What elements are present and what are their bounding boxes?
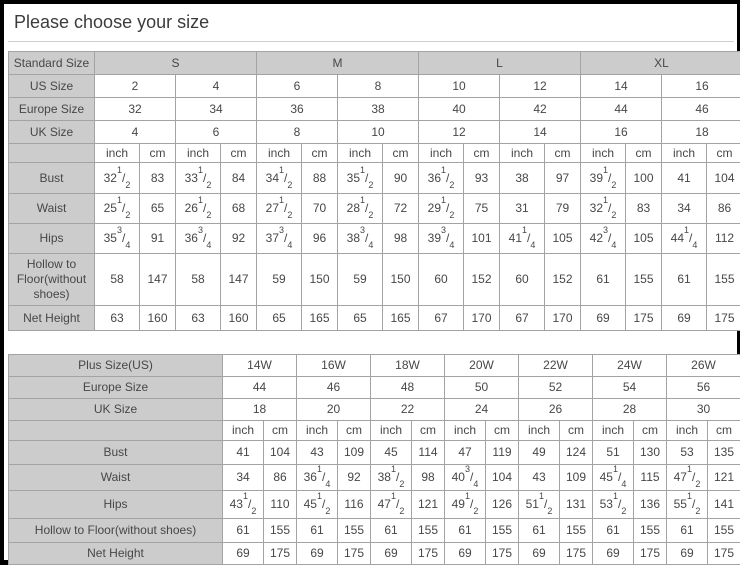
measurement-value-cell: 175 (626, 306, 662, 331)
measurement-value-cell: 114 (412, 441, 445, 465)
size-header-cell: S (95, 52, 257, 75)
table-row (9, 491, 740, 519)
measurement-value-cell: 75 (464, 194, 500, 224)
size-header-cell: M (257, 52, 419, 75)
row-label: Hollow to Floor(without shoes) (9, 519, 223, 543)
measurement-value-cell: 121 (412, 491, 445, 519)
measurement-value-cell: 58 (176, 254, 221, 306)
unit-header-cell: inch (662, 144, 707, 163)
measurement-value-cell: 31 (500, 194, 545, 224)
measurement-value-cell: $42^3/_4$ (581, 224, 626, 254)
row-label: Europe Size (9, 98, 95, 121)
size-value-cell: 12 (419, 121, 500, 144)
row-label: UK Size (9, 399, 223, 421)
size-value-cell: 38 (338, 98, 419, 121)
size-value-cell: 8 (257, 121, 338, 144)
size-value-cell: 18 (223, 399, 297, 421)
measurement-value-cell: 155 (264, 519, 297, 543)
table-row (9, 52, 740, 75)
measurement-value-cell: 115 (634, 465, 667, 491)
row-label: Europe Size (9, 377, 223, 399)
unit-header-cell: cm (412, 421, 445, 441)
size-value-cell: 2 (95, 75, 176, 98)
measurement-value-cell: $55^1/_2$ (667, 491, 708, 519)
measurement-value-cell: 67 (419, 306, 464, 331)
row-label: Bust (9, 441, 223, 465)
measurement-value-cell: 165 (302, 306, 338, 331)
size-value-cell: 32 (95, 98, 176, 121)
measurement-value-cell: 131 (560, 491, 593, 519)
unit-header-cell: inch (445, 421, 486, 441)
measurement-value-cell: 101 (464, 224, 500, 254)
size-value-cell: 50 (445, 377, 519, 399)
size-value-cell: 40 (419, 98, 500, 121)
measurement-value-cell: 175 (560, 543, 593, 565)
size-value-cell: 26 (519, 399, 593, 421)
measurement-value-cell: 175 (412, 543, 445, 565)
measurement-value-cell: 155 (707, 254, 740, 306)
measurement-value-cell: 79 (545, 194, 581, 224)
unit-header-cell: inch (593, 421, 634, 441)
measurement-value-cell: 61 (297, 519, 338, 543)
measurement-value-cell: 61 (519, 519, 560, 543)
measurement-value-cell: 61 (371, 519, 412, 543)
table-row (9, 254, 740, 306)
measurement-value-cell: 49 (519, 441, 560, 465)
size-value-cell: 20 (297, 399, 371, 421)
page-title: Please choose your size (8, 4, 734, 33)
measurement-value-cell: 119 (486, 441, 519, 465)
measurement-value-cell: 61 (223, 519, 264, 543)
measurement-value-cell: $38^3/_4$ (338, 224, 383, 254)
row-label: Hips (9, 491, 223, 519)
measurement-value-cell: $32^1/_2$ (581, 194, 626, 224)
row-label: Plus Size(US) (9, 355, 223, 377)
title-divider (8, 41, 734, 42)
unit-header-cell: inch (581, 144, 626, 163)
measurement-value-cell: 104 (264, 441, 297, 465)
measurement-value-cell: 69 (593, 543, 634, 565)
measurement-value-cell: 34 (662, 194, 707, 224)
measurement-value-cell: 38 (500, 163, 545, 194)
measurement-value-cell: 43 (297, 441, 338, 465)
measurement-value-cell: 34 (223, 465, 264, 491)
size-value-cell: 54 (593, 377, 667, 399)
size-value-cell: 42 (500, 98, 581, 121)
size-value-cell: 10 (419, 75, 500, 98)
table-row (9, 399, 740, 421)
measurement-value-cell: 170 (545, 306, 581, 331)
size-value-cell: 22W (519, 355, 593, 377)
size-value-cell: 48 (371, 377, 445, 399)
measurement-value-cell: 65 (338, 306, 383, 331)
standard-size-table-body (9, 52, 740, 331)
measurement-value-cell: 69 (662, 306, 707, 331)
measurement-value-cell: 53 (667, 441, 708, 465)
measurement-value-cell: 141 (708, 491, 740, 519)
measurement-value-cell: 175 (708, 543, 740, 565)
measurement-value-cell: $25^1/_2$ (95, 194, 140, 224)
measurement-value-cell: 116 (338, 491, 371, 519)
measurement-value-cell: 170 (464, 306, 500, 331)
measurement-value-cell: 69 (445, 543, 486, 565)
table-row (9, 224, 740, 254)
measurement-value-cell: 60 (419, 254, 464, 306)
measurement-value-cell: 68 (221, 194, 257, 224)
measurement-value-cell: $40^3/_4$ (445, 465, 486, 491)
measurement-value-cell: 69 (581, 306, 626, 331)
measurement-value-cell: 96 (302, 224, 338, 254)
unit-header-cell: cm (634, 421, 667, 441)
measurement-value-cell: 110 (264, 491, 297, 519)
size-value-cell: 22 (371, 399, 445, 421)
table-row (9, 441, 740, 465)
measurement-value-cell: $45^1/_4$ (593, 465, 634, 491)
page-content (4, 4, 737, 560)
measurement-value-cell: 90 (383, 163, 419, 194)
unit-header-cell: inch (257, 144, 302, 163)
measurement-value-cell: 58 (95, 254, 140, 306)
row-label: Bust (9, 163, 95, 194)
size-value-cell: 6 (176, 121, 257, 144)
measurement-value-cell: $39^3/_4$ (419, 224, 464, 254)
measurement-value-cell: $35^1/_2$ (338, 163, 383, 194)
size-value-cell: 14W (223, 355, 297, 377)
measurement-value-cell: 175 (707, 306, 740, 331)
size-value-cell: 10 (338, 121, 419, 144)
measurement-value-cell: 150 (302, 254, 338, 306)
measurement-value-cell: 59 (257, 254, 302, 306)
measurement-value-cell: $45^1/_2$ (297, 491, 338, 519)
row-label: UK Size (9, 121, 95, 144)
measurement-value-cell: 61 (581, 254, 626, 306)
measurement-value-cell: 121 (708, 465, 740, 491)
unit-row-spacer (9, 421, 223, 441)
measurement-value-cell: 92 (221, 224, 257, 254)
measurement-value-cell: 51 (593, 441, 634, 465)
row-label: Waist (9, 194, 95, 224)
unit-header-cell: inch (371, 421, 412, 441)
measurement-value-cell: 97 (545, 163, 581, 194)
measurement-value-cell: $38^1/_2$ (371, 465, 412, 491)
measurement-value-cell: 147 (140, 254, 176, 306)
measurement-value-cell: 84 (221, 163, 257, 194)
table-row (9, 306, 740, 331)
measurement-value-cell: 175 (338, 543, 371, 565)
measurement-value-cell: $32^1/_2$ (95, 163, 140, 194)
table-row (9, 377, 740, 399)
size-value-cell: 28 (593, 399, 667, 421)
measurement-value-cell: 104 (707, 163, 740, 194)
measurement-value-cell: $47^1/_2$ (667, 465, 708, 491)
size-value-cell: 16 (662, 75, 740, 98)
size-value-cell: 6 (257, 75, 338, 98)
measurement-value-cell: 63 (95, 306, 140, 331)
row-label: Net Height (9, 543, 223, 565)
size-value-cell: 20W (445, 355, 519, 377)
measurement-value-cell: 152 (464, 254, 500, 306)
measurement-value-cell: 41 (223, 441, 264, 465)
size-value-cell: 30 (667, 399, 740, 421)
measurement-value-cell: 100 (626, 163, 662, 194)
measurement-value-cell: 175 (264, 543, 297, 565)
measurement-value-cell: 65 (257, 306, 302, 331)
measurement-value-cell: 130 (634, 441, 667, 465)
table-row (9, 121, 740, 144)
measurement-value-cell: 63 (176, 306, 221, 331)
measurement-value-cell: 91 (140, 224, 176, 254)
plus-size-table-body (9, 355, 740, 565)
measurement-value-cell: $36^3/_4$ (176, 224, 221, 254)
measurement-value-cell: 155 (634, 519, 667, 543)
measurement-value-cell: 175 (634, 543, 667, 565)
measurement-value-cell: 104 (486, 465, 519, 491)
measurement-value-cell: $47^1/_2$ (371, 491, 412, 519)
unit-header-cell: inch (176, 144, 221, 163)
measurement-value-cell: 69 (223, 543, 264, 565)
measurement-value-cell: 152 (545, 254, 581, 306)
size-header-cell: XL (581, 52, 740, 75)
unit-header-cell: cm (486, 421, 519, 441)
measurement-value-cell: 59 (338, 254, 383, 306)
measurement-value-cell: 109 (560, 465, 593, 491)
size-header-cell: L (419, 52, 581, 75)
size-value-cell: 12 (500, 75, 581, 98)
unit-header-cell: inch (95, 144, 140, 163)
unit-header-cell: inch (297, 421, 338, 441)
unit-header-cell: cm (464, 144, 500, 163)
measurement-value-cell: 61 (667, 519, 708, 543)
measurement-value-cell: $43^1/_2$ (223, 491, 264, 519)
measurement-value-cell: 155 (486, 519, 519, 543)
table-row (9, 163, 740, 194)
size-value-cell: 46 (297, 377, 371, 399)
table-row (9, 194, 740, 224)
unit-header-cell: cm (560, 421, 593, 441)
plus-size-table (8, 354, 740, 565)
measurement-value-cell: $33^1/_2$ (176, 163, 221, 194)
unit-header-cell: inch (338, 144, 383, 163)
table-row (9, 543, 740, 565)
measurement-value-cell: 126 (486, 491, 519, 519)
unit-header-cell: cm (383, 144, 419, 163)
table-row (9, 465, 740, 491)
measurement-value-cell: 69 (297, 543, 338, 565)
measurement-value-cell: 105 (626, 224, 662, 254)
row-label: US Size (9, 75, 95, 98)
measurement-value-cell: 109 (338, 441, 371, 465)
unit-header-cell: cm (302, 144, 338, 163)
measurement-value-cell: $28^1/_2$ (338, 194, 383, 224)
measurement-value-cell: $37^3/_4$ (257, 224, 302, 254)
measurement-value-cell: 136 (634, 491, 667, 519)
measurement-value-cell: $41^1/_4$ (500, 224, 545, 254)
measurement-value-cell: 124 (560, 441, 593, 465)
measurement-value-cell: 83 (626, 194, 662, 224)
unit-header-cell: cm (338, 421, 371, 441)
table-row (9, 144, 740, 163)
measurement-value-cell: 61 (662, 254, 707, 306)
standard-size-table (8, 51, 740, 331)
measurement-value-cell: $36^1/_4$ (297, 465, 338, 491)
measurement-value-cell: $51^1/_2$ (519, 491, 560, 519)
measurement-value-cell: 98 (383, 224, 419, 254)
measurement-value-cell: 155 (626, 254, 662, 306)
size-value-cell: 14 (500, 121, 581, 144)
size-value-cell: 52 (519, 377, 593, 399)
size-value-cell: 8 (338, 75, 419, 98)
size-value-cell: 24W (593, 355, 667, 377)
measurement-value-cell: $34^1/_2$ (257, 163, 302, 194)
size-value-cell: 36 (257, 98, 338, 121)
size-value-cell: 56 (667, 377, 740, 399)
measurement-value-cell: $53^1/_2$ (593, 491, 634, 519)
unit-header-cell: cm (707, 144, 740, 163)
measurement-value-cell: 135 (708, 441, 740, 465)
table-row (9, 421, 740, 441)
size-value-cell: 4 (95, 121, 176, 144)
unit-header-cell: inch (500, 144, 545, 163)
measurement-value-cell: 72 (383, 194, 419, 224)
measurement-value-cell: 41 (662, 163, 707, 194)
unit-header-cell: cm (140, 144, 176, 163)
measurement-value-cell: 160 (140, 306, 176, 331)
measurement-value-cell: 105 (545, 224, 581, 254)
size-value-cell: 44 (581, 98, 662, 121)
unit-header-cell: inch (667, 421, 708, 441)
size-value-cell: 14 (581, 75, 662, 98)
measurement-value-cell: 86 (264, 465, 297, 491)
measurement-value-cell: 69 (667, 543, 708, 565)
table-row (9, 519, 740, 543)
unit-header-cell: cm (221, 144, 257, 163)
measurement-value-cell: $49^1/_2$ (445, 491, 486, 519)
measurement-value-cell: 147 (221, 254, 257, 306)
size-group-label: Standard Size (9, 52, 95, 75)
unit-header-cell: cm (545, 144, 581, 163)
measurement-value-cell: 98 (412, 465, 445, 491)
measurement-value-cell: 60 (500, 254, 545, 306)
measurement-value-cell: 61 (593, 519, 634, 543)
measurement-value-cell: 70 (302, 194, 338, 224)
measurement-value-cell: 83 (140, 163, 176, 194)
measurement-value-cell: 155 (412, 519, 445, 543)
row-label: Hips (9, 224, 95, 254)
measurement-value-cell: 175 (486, 543, 519, 565)
measurement-value-cell: $44^1/_4$ (662, 224, 707, 254)
measurement-value-cell: 67 (500, 306, 545, 331)
unit-header-cell: inch (223, 421, 264, 441)
size-value-cell: 18 (662, 121, 740, 144)
measurement-value-cell: 112 (707, 224, 740, 254)
row-label: Waist (9, 465, 223, 491)
measurement-value-cell: $26^1/_2$ (176, 194, 221, 224)
size-value-cell: 34 (176, 98, 257, 121)
size-value-cell: 26W (667, 355, 740, 377)
measurement-value-cell: 155 (560, 519, 593, 543)
measurement-value-cell: 92 (338, 465, 371, 491)
unit-row-spacer (9, 144, 95, 163)
measurement-value-cell: 93 (464, 163, 500, 194)
measurement-value-cell: 65 (140, 194, 176, 224)
measurement-value-cell: 155 (338, 519, 371, 543)
unit-header-cell: cm (626, 144, 662, 163)
measurement-value-cell: $35^3/_4$ (95, 224, 140, 254)
measurement-value-cell: 155 (708, 519, 740, 543)
table-row (9, 355, 740, 377)
measurement-value-cell: 165 (383, 306, 419, 331)
size-value-cell: 24 (445, 399, 519, 421)
measurement-value-cell: 69 (519, 543, 560, 565)
unit-header-cell: cm (264, 421, 297, 441)
table-row (9, 75, 740, 98)
size-value-cell: 46 (662, 98, 740, 121)
measurement-value-cell: 69 (371, 543, 412, 565)
measurement-value-cell: 45 (371, 441, 412, 465)
measurement-value-cell: $27^1/_2$ (257, 194, 302, 224)
measurement-value-cell: $36^1/_2$ (419, 163, 464, 194)
measurement-value-cell: 61 (445, 519, 486, 543)
measurement-value-cell: 150 (383, 254, 419, 306)
size-value-cell: 16 (581, 121, 662, 144)
unit-header-cell: inch (519, 421, 560, 441)
size-value-cell: 4 (176, 75, 257, 98)
measurement-value-cell: 86 (707, 194, 740, 224)
row-label: Net Height (9, 306, 95, 331)
measurement-value-cell: 160 (221, 306, 257, 331)
unit-header-cell: cm (708, 421, 740, 441)
measurement-value-cell: $29^1/_2$ (419, 194, 464, 224)
measurement-value-cell: 88 (302, 163, 338, 194)
table-row (9, 98, 740, 121)
size-value-cell: 44 (223, 377, 297, 399)
row-label: Hollow to Floor(without shoes) (9, 254, 95, 306)
measurement-value-cell: $39^1/_2$ (581, 163, 626, 194)
measurement-value-cell: 47 (445, 441, 486, 465)
measurement-value-cell: 43 (519, 465, 560, 491)
size-value-cell: 18W (371, 355, 445, 377)
unit-header-cell: inch (419, 144, 464, 163)
size-value-cell: 16W (297, 355, 371, 377)
